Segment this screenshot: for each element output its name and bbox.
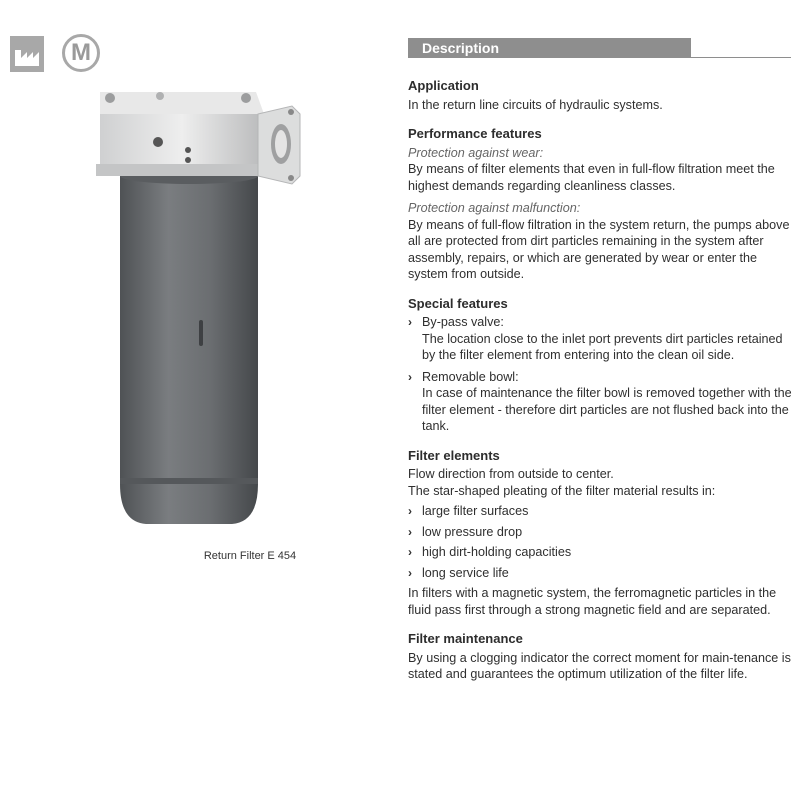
bullet-text: large filter surfaces xyxy=(422,504,529,518)
list-item xyxy=(408,369,794,435)
product-caption: Return Filter E 454 xyxy=(203,550,297,562)
chevron-bullet-icon: › xyxy=(408,545,412,559)
elements-line1: Flow direction from outside to center. xyxy=(408,467,614,481)
description-header: Description xyxy=(408,38,691,58)
special-title: Special features xyxy=(408,295,508,311)
application-title: Application xyxy=(408,78,479,93)
magnetic-text: In filters with a magnetic system, the ferromagnetic particles in the fluid pass first through a strong magnetic field and are separated. xyxy=(408,586,777,617)
special-section xyxy=(408,296,794,435)
industry-icon xyxy=(10,36,44,72)
elements-section xyxy=(408,448,794,619)
bypass-text: The location close to the inlet port prevents dirt particles retained by the filter element from entering into the clean oil side. xyxy=(422,331,783,362)
bypass-label: By-pass valve: xyxy=(422,315,504,329)
chevron-bullet-icon: › xyxy=(408,504,412,518)
maintenance-text: By using a clogging indicator the correct moment for main-tenance is stated and guarantees the optimum utilization of the filter life. xyxy=(408,650,791,681)
performance-section xyxy=(408,126,794,283)
list-item xyxy=(408,314,794,364)
description-content xyxy=(408,78,794,696)
list-item xyxy=(408,503,794,520)
maintenance-title: Filter maintenance xyxy=(408,631,523,646)
elements-title: Filter elements xyxy=(408,447,500,463)
elements-line2: The star-shaped pleating of the filter material results in: xyxy=(408,483,716,498)
list-item xyxy=(408,565,794,582)
list-item xyxy=(408,544,794,561)
performance-title: Performance features xyxy=(408,126,542,141)
list-item xyxy=(408,524,794,541)
maintenance-section xyxy=(408,631,794,683)
header-rule xyxy=(691,57,791,58)
malfunction-text: By means of full-flow filtration in the system return, the pumps above all are protected from dirt particles remaining in the system after assembly, repairs, or which are generated by wear or enter the system from outside. xyxy=(408,217,790,281)
bowl-label: Removable bowl: xyxy=(422,369,519,384)
application-section xyxy=(408,78,794,113)
chevron-bullet-icon: › xyxy=(408,565,412,580)
wear-subtitle: Protection against wear: xyxy=(408,145,544,160)
application-text: In the return line circuits of hydraulic systems. xyxy=(408,97,663,112)
wear-text: By means of filter elements that even in full-flow filtration meet the highest demands regarding cleanliness classes. xyxy=(408,162,775,193)
m-badge-icon: M xyxy=(62,34,100,72)
bullet-text: long service life xyxy=(422,565,509,580)
product-image xyxy=(86,84,316,534)
bowl-text: In case of maintenance the filter bowl is removed together with the filter element - therefore dirt particles are not flushed back into the tank. xyxy=(422,386,792,433)
bullet-text: high dirt-holding capacities xyxy=(422,545,572,559)
chevron-bullet-icon: › xyxy=(408,315,412,329)
chevron-bullet-icon: › xyxy=(408,369,412,384)
malfunction-subtitle: Protection against malfunction: xyxy=(408,201,581,215)
chevron-bullet-icon: › xyxy=(408,524,412,539)
bullet-text: low pressure drop xyxy=(422,524,523,539)
